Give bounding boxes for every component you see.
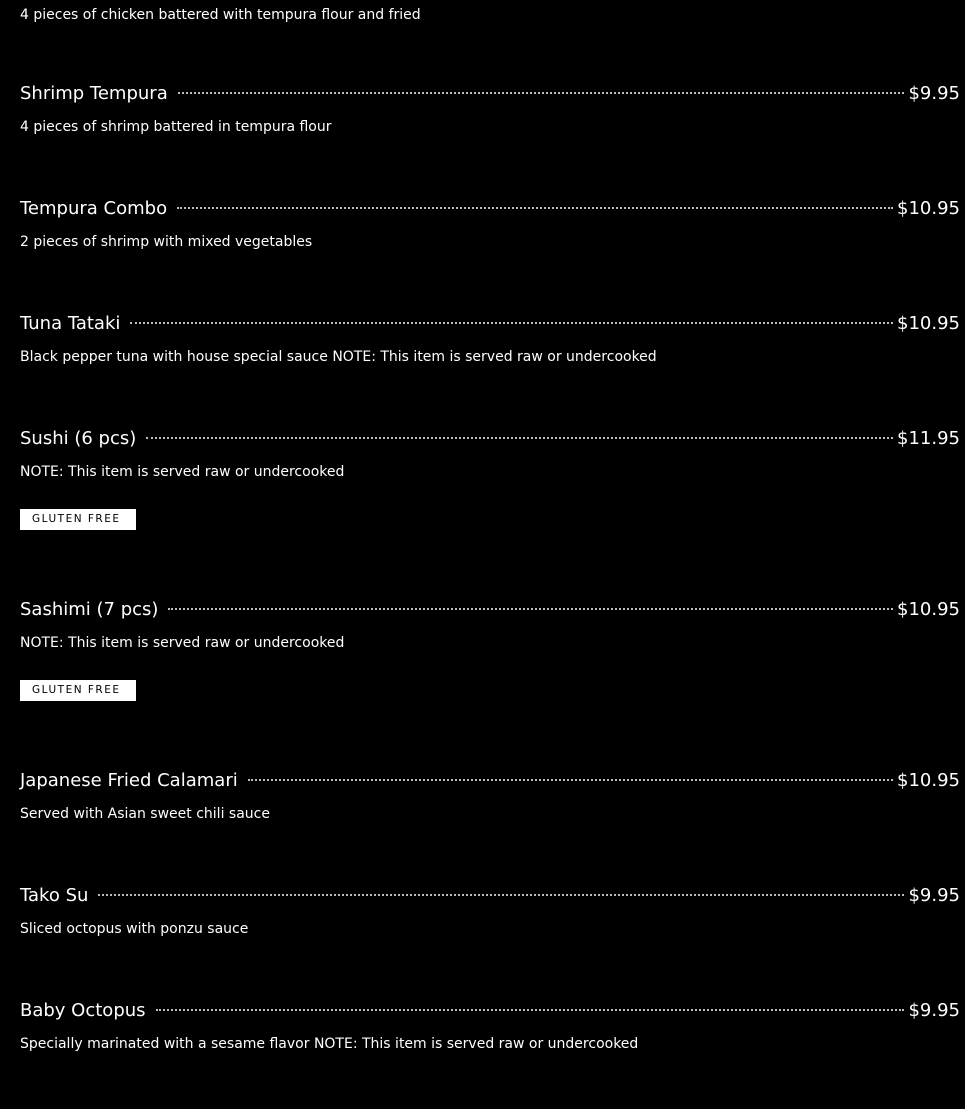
menu-item-name: Shrimp Tempura	[20, 83, 168, 104]
dotted-leader	[168, 607, 893, 610]
menu-item-sushi	[20, 427, 960, 530]
menu-item-header	[20, 999, 960, 1023]
menu-item-price: $10.95	[897, 313, 960, 334]
menu-item-baby-octopus	[20, 999, 960, 1053]
dotted-leader	[146, 436, 893, 439]
menu-item-price: $10.95	[897, 599, 960, 620]
menu-item-header	[20, 769, 960, 793]
menu-item-name: Tuna Tataki	[20, 313, 121, 334]
dotted-leader	[98, 893, 904, 896]
menu-item-description: NOTE: This item is served raw or undercooked	[20, 464, 345, 480]
menu-item-sashimi	[20, 598, 960, 701]
dotted-leader	[177, 206, 893, 209]
menu-item-description: 4 pieces of chicken battered with tempura flour and fried	[20, 7, 421, 23]
menu-item-price: $9.95	[908, 83, 960, 104]
menu-item-header	[20, 82, 960, 106]
menu-item-header	[20, 884, 960, 908]
menu-item-japanese-fried-calamari	[20, 769, 960, 823]
menu-item-name: Sushi (6 pcs)	[20, 428, 137, 449]
menu-item-description: Black pepper tuna with house special sauce NOTE: This item is served raw or undercooked	[20, 349, 657, 365]
menu-item-description: Served with Asian sweet chili sauce	[20, 806, 270, 822]
menu-item-description: NOTE: This item is served raw or undercooked	[20, 635, 345, 651]
menu-item-name: Tempura Combo	[20, 198, 168, 219]
menu-item-name: Sashimi (7 pcs)	[20, 599, 159, 620]
menu-item-name: Baby Octopus	[20, 1000, 146, 1021]
dotted-leader	[178, 91, 905, 94]
menu-item-name: Tako Su	[20, 885, 89, 906]
menu-item-shrimp-tempura	[20, 82, 960, 136]
menu-item-tuna-tataki	[20, 312, 960, 366]
dotted-leader	[248, 778, 893, 781]
menu-item-name: Japanese Fried Calamari	[20, 770, 238, 791]
menu-item-header	[20, 427, 960, 451]
menu-item-header	[20, 197, 960, 221]
menu-item-header	[20, 598, 960, 622]
menu-item-header	[20, 312, 960, 336]
menu-item-description: 4 pieces of shrimp battered in tempura flour	[20, 119, 332, 135]
gluten-free-badge: GLUTEN FREE	[20, 509, 136, 530]
menu-item-tako-su	[20, 884, 960, 938]
menu-item-price: $10.95	[897, 770, 960, 791]
menu-item-description: 2 pieces of shrimp with mixed vegetables	[20, 234, 313, 250]
menu-item-description: Sliced octopus with ponzu sauce	[20, 921, 249, 937]
menu-item-description: Specially marinated with a sesame flavor NOTE: This item is served raw or undercooked	[20, 1036, 639, 1052]
menu-item-price: $9.95	[908, 885, 960, 906]
menu-item-price: $11.95	[897, 428, 960, 449]
dotted-leader	[130, 321, 893, 324]
dotted-leader	[156, 1008, 905, 1011]
menu-item-price: $10.95	[897, 198, 960, 219]
menu-item-tempura-combo	[20, 197, 960, 251]
menu-item-price: $9.95	[908, 1000, 960, 1021]
gluten-free-badge: GLUTEN FREE	[20, 680, 136, 701]
